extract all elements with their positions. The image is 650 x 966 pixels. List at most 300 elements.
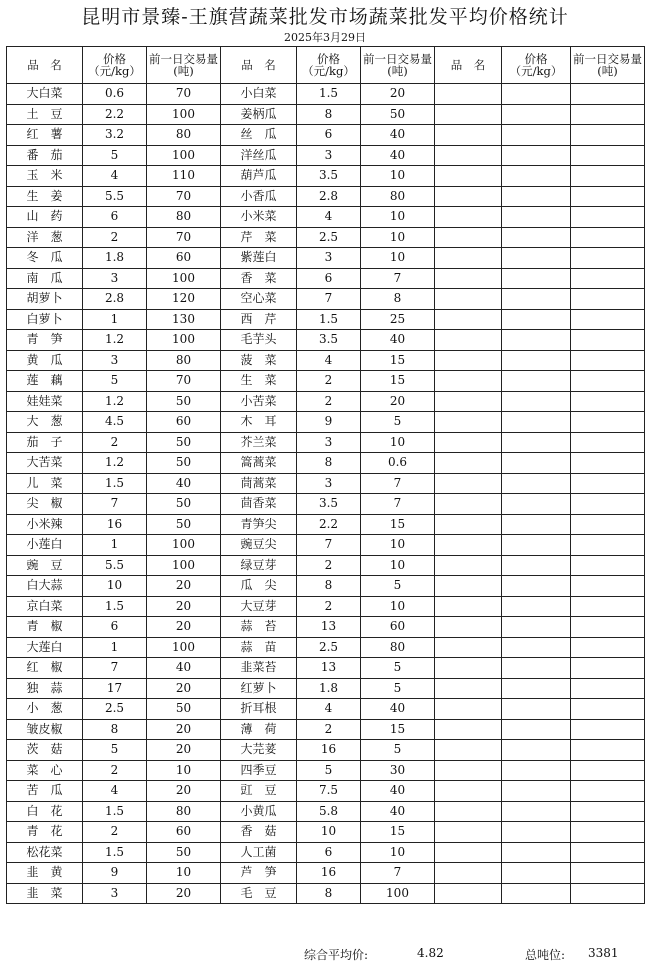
cell-volume: 5	[361, 576, 435, 597]
cell-name	[435, 760, 502, 781]
cell-name: 冬 瓜	[7, 248, 83, 269]
cell-price: 1	[83, 309, 147, 330]
average-price-label: 综合平均价:	[304, 948, 369, 962]
cell-name: 皱皮椒	[7, 719, 83, 740]
cell-volume	[571, 309, 645, 330]
cell-price: 3.2	[83, 125, 147, 146]
table-row	[7, 617, 645, 638]
cell-price: 13	[297, 658, 361, 679]
cell-price	[502, 494, 571, 515]
cell-name: 木 耳	[221, 412, 297, 433]
cell-volume: 5	[361, 678, 435, 699]
cell-name: 薄 荷	[221, 719, 297, 740]
cell-price: 10	[83, 576, 147, 597]
cell-volume: 10	[361, 842, 435, 863]
cell-name: 豌豆尖	[221, 535, 297, 556]
cell-volume	[571, 617, 645, 638]
cell-name: 独 蒜	[7, 678, 83, 699]
cell-name	[435, 842, 502, 863]
table-row	[7, 801, 645, 822]
cell-volume: 100	[147, 145, 221, 166]
cell-price: 5.5	[83, 186, 147, 207]
cell-volume: 10	[361, 207, 435, 228]
cell-price	[502, 84, 571, 105]
cell-volume	[571, 863, 645, 884]
table-row	[7, 555, 645, 576]
table-row	[7, 863, 645, 884]
cell-price: 16	[297, 740, 361, 761]
cell-volume	[571, 453, 645, 474]
cell-price: 5	[297, 760, 361, 781]
cell-price: 9	[83, 863, 147, 884]
cell-name	[435, 658, 502, 679]
table-row	[7, 473, 645, 494]
cell-price	[502, 658, 571, 679]
cell-volume	[571, 248, 645, 269]
cell-price: 6	[297, 268, 361, 289]
header-volume: 前一日交易量(吨)	[571, 47, 645, 84]
cell-name: 大莲白	[7, 637, 83, 658]
cell-name: 白萝卜	[7, 309, 83, 330]
cell-name: 白大蒜	[7, 576, 83, 597]
cell-volume	[571, 719, 645, 740]
cell-volume: 15	[361, 822, 435, 843]
cell-name: 松花菜	[7, 842, 83, 863]
cell-price: 1.5	[83, 596, 147, 617]
cell-price	[502, 104, 571, 125]
cell-name	[435, 186, 502, 207]
cell-volume: 15	[361, 514, 435, 535]
cell-price	[502, 719, 571, 740]
cell-name	[435, 637, 502, 658]
cell-name	[435, 432, 502, 453]
cell-volume: 20	[361, 84, 435, 105]
cell-name: 青 椒	[7, 617, 83, 638]
cell-volume: 20	[147, 740, 221, 761]
cell-volume: 110	[147, 166, 221, 187]
cell-volume: 7	[361, 268, 435, 289]
cell-price	[502, 432, 571, 453]
cell-price: 6	[297, 842, 361, 863]
table-row	[7, 145, 645, 166]
cell-price	[502, 699, 571, 720]
cell-name	[435, 719, 502, 740]
table-row	[7, 883, 645, 904]
cell-volume: 5	[361, 412, 435, 433]
cell-volume	[571, 760, 645, 781]
cell-name: 青 花	[7, 822, 83, 843]
cell-name: 番 茄	[7, 145, 83, 166]
cell-name	[435, 699, 502, 720]
cell-price: 10	[297, 822, 361, 843]
cell-price: 3.5	[297, 166, 361, 187]
cell-volume: 15	[361, 719, 435, 740]
cell-price	[502, 801, 571, 822]
cell-price	[502, 535, 571, 556]
cell-volume: 10	[361, 248, 435, 269]
cell-price	[502, 863, 571, 884]
cell-volume: 80	[361, 637, 435, 658]
cell-name: 蒜 苗	[221, 637, 297, 658]
cell-volume	[571, 658, 645, 679]
cell-volume: 70	[147, 84, 221, 105]
cell-volume: 8	[361, 289, 435, 310]
table-body	[7, 84, 645, 904]
cell-name: 生 菜	[221, 371, 297, 392]
cell-name	[435, 104, 502, 125]
table-row	[7, 678, 645, 699]
cell-name: 香 菇	[221, 822, 297, 843]
cell-volume: 25	[361, 309, 435, 330]
cell-price: 7	[83, 494, 147, 515]
cell-volume: 50	[147, 453, 221, 474]
cell-price	[502, 391, 571, 412]
cell-price	[502, 576, 571, 597]
cell-name	[435, 555, 502, 576]
cell-price: 17	[83, 678, 147, 699]
cell-name: 尖 椒	[7, 494, 83, 515]
cell-price: 7.5	[297, 781, 361, 802]
cell-price: 6	[297, 125, 361, 146]
cell-name: 小黄瓜	[221, 801, 297, 822]
cell-price: 1.5	[297, 84, 361, 105]
cell-price	[502, 822, 571, 843]
cell-price	[502, 207, 571, 228]
header-price: 价格（元/kg）	[502, 47, 571, 84]
cell-price: 2.2	[297, 514, 361, 535]
cell-price: 2	[83, 822, 147, 843]
cell-price: 1.5	[297, 309, 361, 330]
cell-price: 2	[297, 391, 361, 412]
table-row	[7, 822, 645, 843]
cell-price: 6	[83, 617, 147, 638]
cell-price	[502, 289, 571, 310]
cell-price: 2.5	[83, 699, 147, 720]
cell-volume: 20	[147, 596, 221, 617]
cell-volume: 40	[361, 781, 435, 802]
cell-volume: 20	[147, 883, 221, 904]
cell-name	[435, 596, 502, 617]
cell-price: 3.5	[297, 494, 361, 515]
cell-name: 莲 藕	[7, 371, 83, 392]
cell-volume: 50	[147, 842, 221, 863]
cell-price	[502, 678, 571, 699]
table-row	[7, 740, 645, 761]
cell-volume: 0.6	[361, 453, 435, 474]
header-name: 品 名	[7, 47, 83, 84]
cell-price: 3	[83, 883, 147, 904]
cell-volume: 10	[147, 760, 221, 781]
cell-name: 洋 葱	[7, 227, 83, 248]
cell-price	[502, 781, 571, 802]
cell-name: 人工菌	[221, 842, 297, 863]
cell-price	[502, 760, 571, 781]
cell-name: 娃娃菜	[7, 391, 83, 412]
cell-name	[435, 227, 502, 248]
table-row	[7, 453, 645, 474]
table-row	[7, 658, 645, 679]
cell-volume: 60	[147, 822, 221, 843]
cell-name: 黄 瓜	[7, 350, 83, 371]
cell-price: 3	[297, 248, 361, 269]
cell-name: 折耳根	[221, 699, 297, 720]
cell-name: 豌 豆	[7, 555, 83, 576]
cell-volume	[571, 330, 645, 351]
cell-volume: 80	[147, 350, 221, 371]
cell-volume: 80	[147, 207, 221, 228]
table-row	[7, 432, 645, 453]
cell-price	[502, 453, 571, 474]
cell-price	[502, 555, 571, 576]
cell-price: 5	[83, 740, 147, 761]
header-volume: 前一日交易量(吨)	[147, 47, 221, 84]
cell-volume	[571, 125, 645, 146]
cell-volume	[571, 145, 645, 166]
cell-price: 1.8	[83, 248, 147, 269]
cell-price: 1.5	[83, 801, 147, 822]
cell-name	[435, 145, 502, 166]
cell-volume: 20	[147, 719, 221, 740]
cell-name	[435, 330, 502, 351]
cell-price: 3	[297, 432, 361, 453]
cell-price: 8	[297, 453, 361, 474]
cell-volume	[571, 535, 645, 556]
cell-name	[435, 863, 502, 884]
table-row	[7, 535, 645, 556]
cell-volume	[571, 637, 645, 658]
cell-volume: 10	[147, 863, 221, 884]
cell-price: 4.5	[83, 412, 147, 433]
cell-volume: 50	[147, 514, 221, 535]
cell-name	[435, 781, 502, 802]
cell-price: 2	[83, 432, 147, 453]
cell-name: 红萝卜	[221, 678, 297, 699]
cell-name: 南 瓜	[7, 268, 83, 289]
cell-price	[502, 248, 571, 269]
cell-volume: 7	[361, 494, 435, 515]
cell-price: 2.8	[83, 289, 147, 310]
cell-volume: 40	[361, 699, 435, 720]
cell-name: 苦 瓜	[7, 781, 83, 802]
page-title: 昆明市景臻-王旗营蔬菜批发市场蔬菜批发平均价格统计	[81, 6, 569, 28]
cell-name	[435, 412, 502, 433]
cell-name: 生 姜	[7, 186, 83, 207]
cell-volume: 40	[361, 125, 435, 146]
cell-volume	[571, 268, 645, 289]
table-row	[7, 125, 645, 146]
cell-price: 4	[83, 166, 147, 187]
cell-volume: 80	[147, 125, 221, 146]
cell-price: 3	[297, 145, 361, 166]
cell-volume: 50	[147, 432, 221, 453]
cell-volume: 100	[361, 883, 435, 904]
cell-name: 毛芋头	[221, 330, 297, 351]
cell-name: 洋丝瓜	[221, 145, 297, 166]
cell-volume: 20	[147, 617, 221, 638]
table-row	[7, 350, 645, 371]
cell-name	[435, 125, 502, 146]
cell-price: 5	[83, 145, 147, 166]
cell-name: 小香瓜	[221, 186, 297, 207]
cell-volume	[571, 883, 645, 904]
cell-name: 青 笋	[7, 330, 83, 351]
cell-name	[435, 453, 502, 474]
cell-name	[435, 678, 502, 699]
cell-name: 紫莲白	[221, 248, 297, 269]
cell-name: 红 椒	[7, 658, 83, 679]
cell-volume	[571, 842, 645, 863]
cell-volume: 50	[147, 699, 221, 720]
table-row	[7, 699, 645, 720]
cell-price: 1.2	[83, 330, 147, 351]
table-row	[7, 781, 645, 802]
cell-price: 2	[297, 719, 361, 740]
cell-price: 1.5	[83, 473, 147, 494]
cell-volume: 5	[361, 658, 435, 679]
cell-price: 2.8	[297, 186, 361, 207]
cell-volume: 80	[361, 186, 435, 207]
cell-volume	[571, 186, 645, 207]
cell-name	[435, 514, 502, 535]
cell-price	[502, 371, 571, 392]
cell-volume: 5	[361, 740, 435, 761]
cell-name: 小米辣	[7, 514, 83, 535]
cell-volume: 100	[147, 268, 221, 289]
cell-price	[502, 330, 571, 351]
cell-price: 2	[83, 227, 147, 248]
cell-name: 大芫荽	[221, 740, 297, 761]
cell-name	[435, 268, 502, 289]
cell-name	[435, 801, 502, 822]
cell-volume	[571, 514, 645, 535]
table-row	[7, 596, 645, 617]
cell-price: 7	[297, 289, 361, 310]
cell-price	[502, 125, 571, 146]
cell-volume: 70	[147, 186, 221, 207]
cell-name: 儿 菜	[7, 473, 83, 494]
table-row	[7, 719, 645, 740]
header-price: 价格（元/kg）	[297, 47, 361, 84]
cell-name: 土 豆	[7, 104, 83, 125]
cell-name: 丝 瓜	[221, 125, 297, 146]
table-header-row	[7, 47, 645, 84]
cell-volume	[571, 781, 645, 802]
cell-volume: 50	[361, 104, 435, 125]
cell-name: 芹 菜	[221, 227, 297, 248]
cell-name: 茄 子	[7, 432, 83, 453]
cell-name: 茨 菇	[7, 740, 83, 761]
cell-volume	[571, 289, 645, 310]
cell-volume	[571, 84, 645, 105]
table-row	[7, 412, 645, 433]
cell-volume: 40	[147, 473, 221, 494]
cell-volume	[571, 494, 645, 515]
cell-name	[435, 248, 502, 269]
cell-name: 韭 黄	[7, 863, 83, 884]
cell-name: 大白菜	[7, 84, 83, 105]
cell-volume	[571, 555, 645, 576]
table-row	[7, 207, 645, 228]
cell-price: 7	[83, 658, 147, 679]
cell-volume: 60	[147, 412, 221, 433]
cell-name	[435, 84, 502, 105]
cell-name: 西 芹	[221, 309, 297, 330]
cell-price: 4	[297, 699, 361, 720]
cell-volume: 50	[147, 391, 221, 412]
total-tonnage-label: 总吨位:	[525, 948, 566, 962]
table-row	[7, 494, 645, 515]
table-row	[7, 84, 645, 105]
cell-volume: 100	[147, 535, 221, 556]
cell-volume	[571, 699, 645, 720]
cell-volume	[571, 822, 645, 843]
cell-name: 大 葱	[7, 412, 83, 433]
header-price: 价格（元/kg）	[83, 47, 147, 84]
cell-price: 8	[297, 576, 361, 597]
cell-price: 3.5	[297, 330, 361, 351]
cell-price	[502, 309, 571, 330]
cell-price	[502, 186, 571, 207]
cell-price	[502, 166, 571, 187]
cell-price: 3	[297, 473, 361, 494]
table-row	[7, 391, 645, 412]
cell-price: 6	[83, 207, 147, 228]
cell-name: 小白菜	[221, 84, 297, 105]
table-row	[7, 104, 645, 125]
cell-name: 玉 米	[7, 166, 83, 187]
cell-price: 5.8	[297, 801, 361, 822]
cell-name: 青笋尖	[221, 514, 297, 535]
cell-price: 13	[297, 617, 361, 638]
cell-name: 毛 豆	[221, 883, 297, 904]
cell-volume: 40	[361, 801, 435, 822]
table-row	[7, 289, 645, 310]
cell-name: 大苦菜	[7, 453, 83, 474]
cell-price: 8	[83, 719, 147, 740]
cell-name: 小米菜	[221, 207, 297, 228]
cell-name	[435, 391, 502, 412]
cell-volume	[571, 166, 645, 187]
table-row	[7, 227, 645, 248]
cell-volume	[571, 391, 645, 412]
cell-name: 小莲白	[7, 535, 83, 556]
cell-price: 9	[297, 412, 361, 433]
cell-price	[502, 268, 571, 289]
table-row	[7, 842, 645, 863]
cell-name: 姜柄瓜	[221, 104, 297, 125]
cell-price: 2	[83, 760, 147, 781]
cell-volume: 20	[147, 678, 221, 699]
cell-volume	[571, 371, 645, 392]
cell-name: 芦 笋	[221, 863, 297, 884]
cell-name	[435, 740, 502, 761]
cell-name	[435, 166, 502, 187]
cell-volume	[571, 596, 645, 617]
cell-volume	[571, 473, 645, 494]
table-row	[7, 637, 645, 658]
cell-name	[435, 309, 502, 330]
cell-name	[435, 576, 502, 597]
cell-price: 4	[83, 781, 147, 802]
cell-name: 白 花	[7, 801, 83, 822]
cell-price	[502, 514, 571, 535]
cell-price: 2	[297, 371, 361, 392]
average-price-value: 4.82	[417, 946, 444, 960]
cell-volume	[571, 350, 645, 371]
cell-volume: 100	[147, 330, 221, 351]
cell-name	[435, 883, 502, 904]
cell-volume: 7	[361, 863, 435, 884]
